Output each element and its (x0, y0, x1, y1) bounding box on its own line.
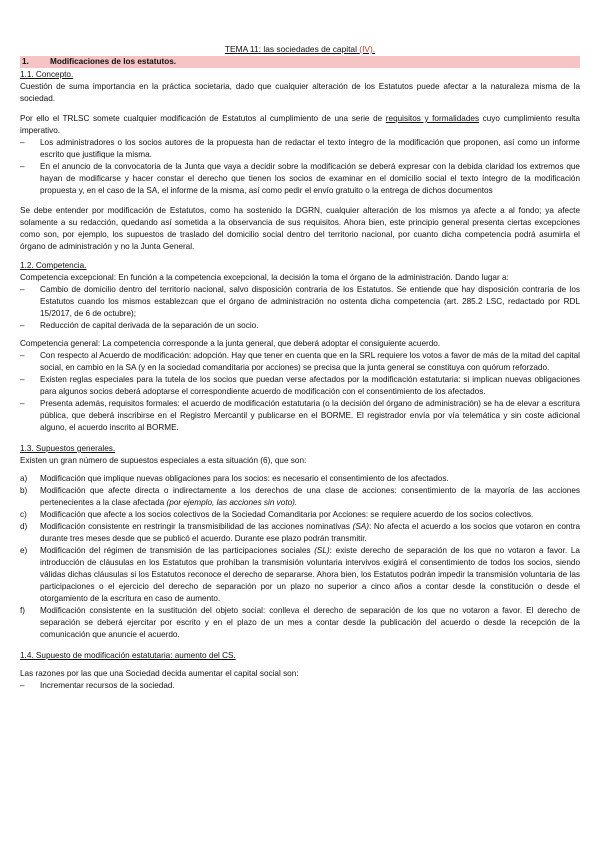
list-item: d) Modificación consistente en restringir la transmisibilidad de las acciones nominativas (SA): No afecta el acuerdo a los socios que votaron en contra durante tres meses desde que se publicó el acuerdo. Durante ese plazo podrán transmitir. (20, 522, 580, 543)
list-item: c) Modificación que afecte a los socios colectivos de la Sociedad Comanditaria por Acciones: se requiere acuerdo de los socios colectivos. (20, 510, 534, 519)
list-item: f) Modificación consistente en la sustitución del objeto social: conlleva el derecho de separación de los que no votaron a favor. El derecho de separación se deberá ejercitar por escrito y en el plazo de un mes a contar desde la publicación del acuerdo o desde la recepción de la comunicación que anuncie el acuerdo. (20, 606, 580, 639)
section-heading: 1. Modificaciones de los estatutos. (20, 56, 580, 68)
list-item: – En el anuncio de la convocatoria de la Junta que vaya a decidir sobre la modificación se deberá expresar con la debida claridad los extremos que hayan de modificarse y hacer constar el derecho que tienen los socios de examinar en el domicilio social el texto íntegro de la modificación propuesta y, en el caso de la SA, el informe de la misma, así como pedir el envío gratuito o la entrega de dichos documentos (20, 161, 580, 197)
list-item: e) Modificación del régimen de transmisión de las participaciones sociales (SL): existe derecho de separación de los que no votaron a favor. La introducción de cláusulas en los Estatutos que prohíban la transmisión voluntaria intervivos exigirá el consentimiento de todos los socios, siendo válidas dichas cláusulas si los Estatutos reconoce el derecho de separarse. Ahora bien, los Estatutos podrán impedir la transmisión voluntaria de las participaciones o el ejercicio del derecho de separación por un plazo no superior a cinco años a contar desde la constitución o desde el otorgamiento de la escritura en caso de aumento. (20, 546, 580, 603)
list-item: – Cambio de domicilio dentro del territorio nacional, salvo disposición contraria de los Estatutos. Se entiende que hay disposición contraria de los Estatutos cuando los mismos establezcan que el órgano de administración no ostenta dicha competencia (art. 285.2 LSC, redactado por RDL 15/2017, de 6 de octubre); (20, 284, 580, 320)
paragraph: Se debe entender por modificación de Estatutos, como ha sostenido la DGRN, cualquier alteración de los mismos ya afecte a al fondo; ya afecte solamente a su redacción, quedando así sometida a la observancia de sus requisitos. Ahora bien, este principio general presenta ciertas excepciones como son, por ejemplo, los supuestos de traslado del domicilio social dentro del territorio nacional, por cuanto dicha competencia podrá asumirla el órgano de administración y no la Junta General. (20, 206, 580, 251)
document-title: TEMA 11: las sociedades de capital (IV). (224, 44, 376, 54)
document-page (20, 43, 580, 692)
paragraph: Las razones por las que una Sociedad decida aumentar el capital social son: (20, 669, 299, 678)
lettered-list (20, 473, 580, 641)
list-item: – Reducción de capital derivada de la separación de un socio. (20, 320, 580, 332)
subsection-heading-supuestos: 1.3. Supuestos generales. (20, 444, 116, 453)
subsection-heading-competencia: 1.2. Competencia. (20, 261, 87, 270)
paragraph: Existen un gran número de supuestos especiales a esta situación (6), que son: (20, 456, 307, 465)
dash-list (20, 680, 580, 692)
list-item: – Incrementar recursos de la sociedad. (20, 680, 580, 692)
list-item: b) Modificación que afecte directa o indirectamente a los derechos de una clase de acciones: consentimiento de la mayoría de las acciones pertenecientes a la clase afectada (por ejemplo, las acciones sin voto). (20, 486, 580, 507)
subsection-heading-aumento: 1.4. Supuesto de modificación estatutaria: aumento del CS. (20, 651, 236, 660)
paragraph: Competencia excepcional: En función a la competencia excepcional, la decisión la toma el órgano de la administración. Dando lugar a: (20, 273, 509, 282)
paragraph: Cuestión de suma importancia en la práctica societaria, dado que cualquier alteración de los Estatutos puede afectar a la naturaleza misma de la sociedad. (20, 82, 580, 103)
list-item: a) Modificación que implique nuevas obligaciones para los socios: es necesario el consentimiento de los afectados. (20, 474, 449, 483)
list-item: – Existen reglas especiales para la tutela de los socios que puedan verse afectados por la modificación estatutaria: si implican nuevas obligaciones para algunos socios deberá adoptarse el correspondiente acuerdo de modificación con el consentimiento de los afectados. (20, 374, 580, 398)
paragraph: Competencia general: La competencia corresponde a la junta general, que deberá adoptar el consiguiente acuerdo. (20, 339, 441, 348)
paragraph: Por ello el TRLSC somete cualquier modificación de Estatutos al cumplimiento de una serie de requisitos y formalidades cuyo cumplimiento resulta imperativo. (20, 114, 580, 135)
dash-list (20, 284, 580, 332)
list-item: – Presenta además, requisitos formales: el acuerdo de modificación estatutaria (o la decisión del órgano de administración) se ha de elevar a escritura pública, que deberá inscribirse en el Registro Mercantil y publicarse en el BORME. El registrador envía por vía telemática y sin coste adicional alguno, el acuerdo inscrito al BORME. (20, 398, 580, 434)
subsection-heading-concepto: 1.1. Concepto. (20, 70, 74, 79)
dash-list (20, 350, 580, 434)
dash-list (20, 137, 580, 197)
list-item: – Con respecto al Acuerdo de modificación: adopción. Hay que tener en cuenta que en la SRL requiere los votos a favor de más de la mitad del capital social, en cambio en la SA (y en la sociedad comanditaria por acciones) se precisa que la junta general se constituya con quórum reforzado. (20, 350, 580, 374)
list-item: – Los administradores o los socios autores de la propuesta han de redactar el texto íntegro de la modificación que proponen, así como un informe escrito que justifique la misma. (20, 137, 580, 161)
